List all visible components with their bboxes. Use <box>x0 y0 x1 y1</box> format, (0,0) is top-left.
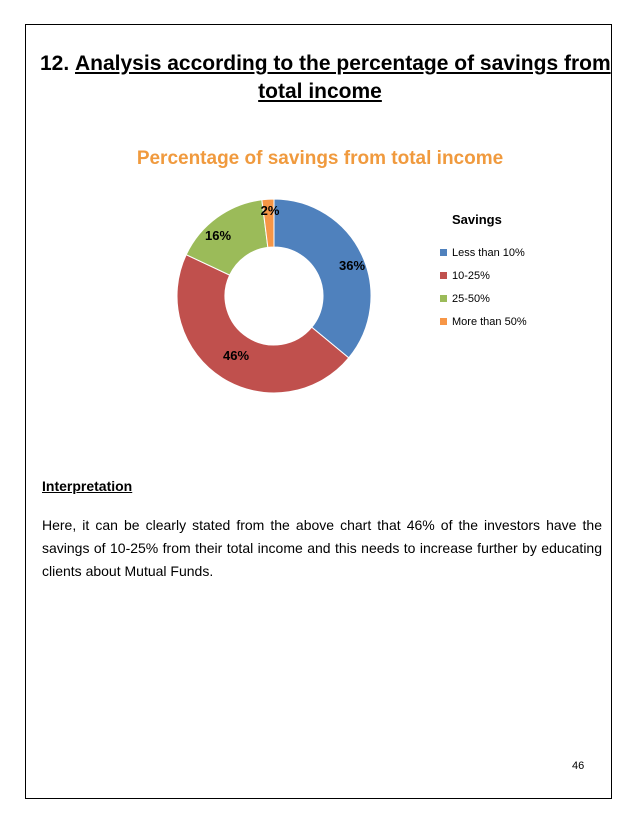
legend-title: Savings <box>452 212 502 227</box>
donut-slice-0 <box>274 199 371 358</box>
slice-label-3: 2% <box>260 203 280 218</box>
legend-item-2 <box>440 287 527 310</box>
legend-swatch-0 <box>440 249 447 256</box>
legend-label-2: 25-50% <box>452 292 490 305</box>
interpretation-title: Interpretation <box>42 478 133 494</box>
legend-item-0 <box>440 241 527 264</box>
heading-line-2: total income <box>258 80 382 103</box>
slice-label-2: 16% <box>204 228 232 243</box>
chart-legend <box>440 212 527 333</box>
interpretation-text: Here, it can be clearly stated from the above chart that 46% of the investors have the savings of 10-25% from their total income and this needs to increase further by educating clients about Mutual Funds. <box>42 517 602 579</box>
legend-label-3: More than 50% <box>452 315 527 328</box>
donut-chart <box>160 190 390 400</box>
legend-item-1 <box>440 264 527 287</box>
slice-label-0: 36% <box>338 258 366 273</box>
legend-item-3 <box>440 310 527 333</box>
chart-title: Percentage of savings from total income <box>136 148 504 169</box>
legend-label-1: 10-25% <box>452 269 490 282</box>
slice-label-1: 46% <box>222 348 250 363</box>
heading-line-1: Analysis according to the percentage of savings from <box>75 52 611 75</box>
legend-swatch-1 <box>440 272 447 279</box>
legend-items <box>440 241 527 333</box>
page-number: 46 <box>572 760 585 772</box>
legend-label-0: Less than 10% <box>452 246 525 259</box>
legend-swatch-2 <box>440 295 447 302</box>
page-border <box>25 24 612 799</box>
legend-swatch-3 <box>440 318 447 325</box>
heading-number: 12. <box>40 52 70 75</box>
